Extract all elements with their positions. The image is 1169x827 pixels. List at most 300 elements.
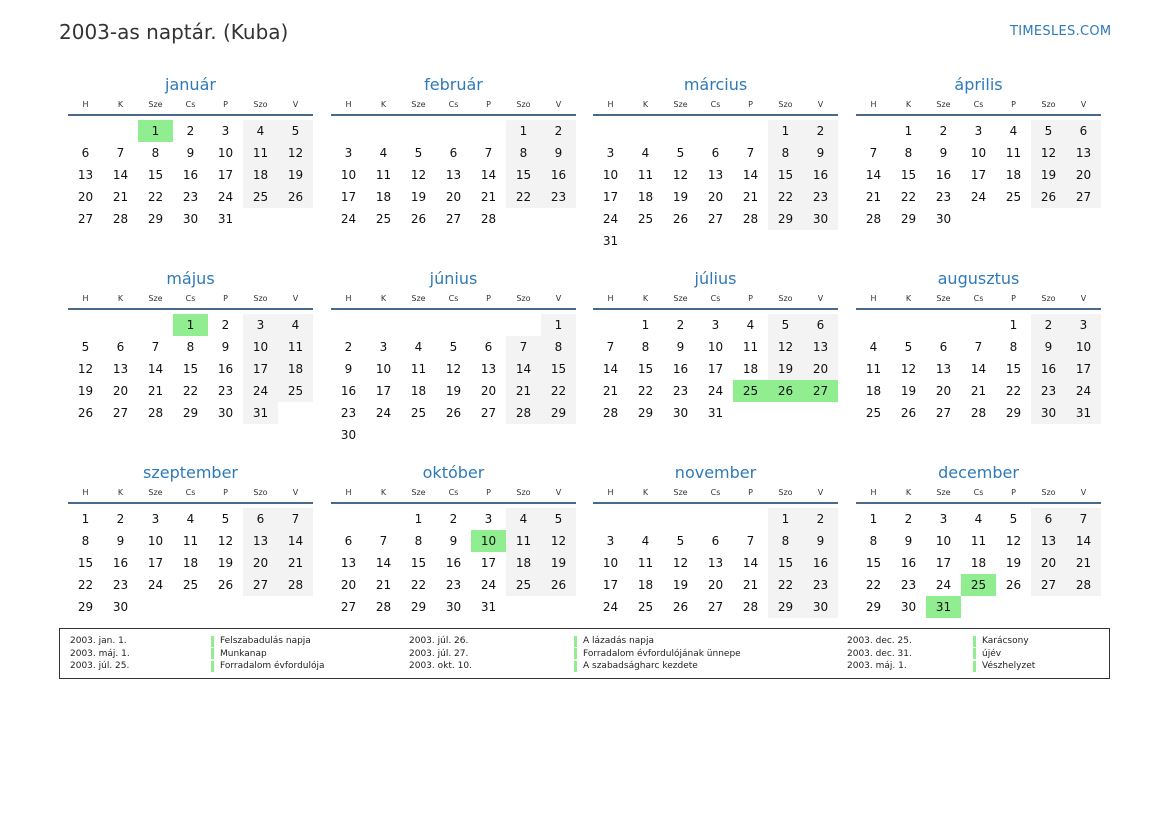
day-cell[interactable]: 6 <box>1066 120 1101 142</box>
day-cell[interactable]: 13 <box>480 362 497 376</box>
day-cell[interactable]: 25 <box>637 212 654 226</box>
day-cell[interactable]: 5 <box>904 340 913 354</box>
day-cell[interactable]: 5 <box>541 508 576 530</box>
day-cell[interactable]: 15 <box>182 362 199 376</box>
day-cell[interactable]: 27 <box>935 406 952 420</box>
day-cell[interactable]: 20 <box>707 190 724 204</box>
day-cell[interactable]: 3 <box>484 512 493 526</box>
day-cell[interactable]: 27 <box>1031 574 1066 596</box>
day-cell[interactable]: 1 <box>1009 318 1018 332</box>
day-cell[interactable]: 24 <box>147 578 164 592</box>
day-cell[interactable]: 12 <box>77 362 94 376</box>
day-cell[interactable]: 14 <box>970 362 987 376</box>
day-cell[interactable]: 6 <box>711 146 720 160</box>
day-cell[interactable]: 2 <box>449 512 458 526</box>
day-cell[interactable]: 28 <box>278 574 313 596</box>
day-cell[interactable]: 21 <box>375 578 392 592</box>
day-cell[interactable]: 22 <box>865 578 882 592</box>
day-cell[interactable]: 7 <box>506 336 541 358</box>
day-cell[interactable]: 3 <box>974 124 983 138</box>
day-cell[interactable]: 4 <box>641 146 650 160</box>
day-cell[interactable]: 16 <box>182 168 199 182</box>
day-cell[interactable]: 9 <box>116 534 125 548</box>
day-cell[interactable]: 13 <box>112 362 129 376</box>
day-cell[interactable]: 29 <box>1005 406 1022 420</box>
day-cell[interactable]: 21 <box>742 578 759 592</box>
day-cell[interactable]: 7 <box>151 340 160 354</box>
day-cell[interactable]: 7 <box>116 146 125 160</box>
day-cell[interactable]: 19 <box>900 384 917 398</box>
day-cell[interactable]: 3 <box>221 124 230 138</box>
day-cell[interactable]: 12 <box>410 168 427 182</box>
day-cell[interactable]: 22 <box>768 574 803 596</box>
day-cell[interactable]: 14 <box>742 168 759 182</box>
day-cell[interactable]: 27 <box>445 212 462 226</box>
day-cell[interactable]: 14 <box>865 168 882 182</box>
day-cell[interactable]: 21 <box>278 552 313 574</box>
day-cell[interactable]: 29 <box>900 212 917 226</box>
day-cell[interactable]: 2 <box>116 512 125 526</box>
day-cell[interactable]: 3 <box>151 512 160 526</box>
day-cell[interactable]: 2 <box>541 120 576 142</box>
day-cell[interactable]: 14 <box>1066 530 1101 552</box>
day-cell[interactable]: 14 <box>480 168 497 182</box>
day-cell[interactable]: 22 <box>768 186 803 208</box>
day-cell[interactable]: 24 <box>707 384 724 398</box>
holiday-day-cell[interactable]: 27 <box>803 380 838 402</box>
holiday-day-cell[interactable]: 25 <box>733 380 768 402</box>
day-cell[interactable]: 1 <box>904 124 913 138</box>
day-cell[interactable]: 16 <box>935 168 952 182</box>
day-cell[interactable]: 11 <box>865 362 882 376</box>
day-cell[interactable]: 11 <box>182 534 199 548</box>
day-cell[interactable]: 11 <box>506 530 541 552</box>
day-cell[interactable]: 22 <box>410 578 427 592</box>
day-cell[interactable]: 7 <box>869 146 878 160</box>
day-cell[interactable]: 18 <box>637 578 654 592</box>
day-cell[interactable]: 19 <box>410 190 427 204</box>
day-cell[interactable]: 25 <box>182 578 199 592</box>
day-cell[interactable]: 6 <box>116 340 125 354</box>
day-cell[interactable]: 19 <box>1005 556 1022 570</box>
day-cell[interactable]: 28 <box>506 402 541 424</box>
day-cell[interactable]: 12 <box>445 362 462 376</box>
day-cell[interactable]: 15 <box>768 552 803 574</box>
day-cell[interactable]: 23 <box>112 578 129 592</box>
day-cell[interactable]: 19 <box>445 384 462 398</box>
day-cell[interactable]: 26 <box>672 212 689 226</box>
day-cell[interactable]: 9 <box>803 530 838 552</box>
day-cell[interactable]: 13 <box>243 530 278 552</box>
day-cell[interactable]: 7 <box>484 146 493 160</box>
day-cell[interactable]: 17 <box>217 168 234 182</box>
day-cell[interactable]: 17 <box>375 384 392 398</box>
day-cell[interactable]: 25 <box>410 406 427 420</box>
day-cell[interactable]: 15 <box>410 556 427 570</box>
day-cell[interactable]: 18 <box>375 190 392 204</box>
day-cell[interactable]: 21 <box>480 190 497 204</box>
day-cell[interactable]: 16 <box>672 362 689 376</box>
day-cell[interactable]: 29 <box>768 596 803 618</box>
day-cell[interactable]: 3 <box>606 534 615 548</box>
day-cell[interactable]: 25 <box>637 600 654 614</box>
day-cell[interactable]: 27 <box>707 600 724 614</box>
day-cell[interactable]: 13 <box>707 556 724 570</box>
day-cell[interactable]: 11 <box>742 340 759 354</box>
day-cell[interactable]: 1 <box>869 512 878 526</box>
day-cell[interactable]: 17 <box>147 556 164 570</box>
day-cell[interactable]: 15 <box>77 556 94 570</box>
day-cell[interactable]: 15 <box>147 168 164 182</box>
day-cell[interactable]: 30 <box>803 208 838 230</box>
day-cell[interactable]: 14 <box>112 168 129 182</box>
day-cell[interactable]: 6 <box>81 146 90 160</box>
day-cell[interactable]: 17 <box>707 362 724 376</box>
day-cell[interactable]: 10 <box>243 336 278 358</box>
day-cell[interactable]: 25 <box>243 186 278 208</box>
day-cell[interactable]: 28 <box>742 600 759 614</box>
day-cell[interactable]: 6 <box>803 314 838 336</box>
day-cell[interactable]: 26 <box>278 186 313 208</box>
day-cell[interactable]: 12 <box>1031 142 1066 164</box>
day-cell[interactable]: 23 <box>900 578 917 592</box>
day-cell[interactable]: 15 <box>541 358 576 380</box>
day-cell[interactable]: 18 <box>637 190 654 204</box>
day-cell[interactable]: 30 <box>445 600 462 614</box>
day-cell[interactable]: 16 <box>1031 358 1066 380</box>
day-cell[interactable]: 15 <box>865 556 882 570</box>
day-cell[interactable]: 5 <box>676 534 685 548</box>
day-cell[interactable]: 18 <box>182 556 199 570</box>
day-cell[interactable]: 9 <box>803 142 838 164</box>
day-cell[interactable]: 6 <box>344 534 353 548</box>
day-cell[interactable]: 29 <box>865 600 882 614</box>
day-cell[interactable]: 12 <box>672 556 689 570</box>
day-cell[interactable]: 19 <box>672 190 689 204</box>
day-cell[interactable]: 6 <box>484 340 493 354</box>
day-cell[interactable]: 19 <box>1031 164 1066 186</box>
day-cell[interactable]: 7 <box>1066 508 1101 530</box>
day-cell[interactable]: 19 <box>77 384 94 398</box>
day-cell[interactable]: 18 <box>742 362 759 376</box>
day-cell[interactable]: 20 <box>112 384 129 398</box>
day-cell[interactable]: 29 <box>541 402 576 424</box>
day-cell[interactable]: 7 <box>746 534 755 548</box>
day-cell[interactable]: 19 <box>217 556 234 570</box>
day-cell[interactable]: 4 <box>379 146 388 160</box>
day-cell[interactable]: 20 <box>1031 552 1066 574</box>
day-cell[interactable]: 20 <box>480 384 497 398</box>
day-cell[interactable]: 8 <box>186 340 195 354</box>
day-cell[interactable]: 11 <box>970 534 987 548</box>
day-cell[interactable]: 14 <box>506 358 541 380</box>
day-cell[interactable]: 17 <box>480 556 497 570</box>
day-cell[interactable]: 21 <box>112 190 129 204</box>
day-cell[interactable]: 14 <box>375 556 392 570</box>
day-cell[interactable]: 10 <box>217 146 234 160</box>
day-cell[interactable]: 20 <box>340 578 357 592</box>
day-cell[interactable]: 4 <box>1009 124 1018 138</box>
day-cell[interactable]: 20 <box>1066 164 1101 186</box>
day-cell[interactable]: 17 <box>243 358 278 380</box>
day-cell[interactable]: 13 <box>77 168 94 182</box>
day-cell[interactable]: 18 <box>970 556 987 570</box>
day-cell[interactable]: 4 <box>506 508 541 530</box>
day-cell[interactable]: 8 <box>506 142 541 164</box>
day-cell[interactable]: 2 <box>803 508 838 530</box>
day-cell[interactable]: 23 <box>182 190 199 204</box>
day-cell[interactable]: 26 <box>77 406 94 420</box>
day-cell[interactable]: 5 <box>1031 120 1066 142</box>
day-cell[interactable]: 4 <box>243 120 278 142</box>
day-cell[interactable]: 4 <box>746 318 755 332</box>
day-cell[interactable]: 26 <box>445 406 462 420</box>
day-cell[interactable]: 8 <box>904 146 913 160</box>
day-cell[interactable]: 4 <box>641 534 650 548</box>
day-cell[interactable]: 15 <box>1005 362 1022 376</box>
day-cell[interactable]: 24 <box>217 190 234 204</box>
day-cell[interactable]: 31 <box>602 234 619 248</box>
holiday-day-cell[interactable]: 25 <box>961 574 996 596</box>
day-cell[interactable]: 30 <box>340 428 357 442</box>
day-cell[interactable]: 25 <box>1005 190 1022 204</box>
day-cell[interactable]: 20 <box>77 190 94 204</box>
day-cell[interactable]: 10 <box>970 146 987 160</box>
day-cell[interactable]: 26 <box>900 406 917 420</box>
day-cell[interactable]: 2 <box>676 318 685 332</box>
day-cell[interactable]: 12 <box>1005 534 1022 548</box>
day-cell[interactable]: 19 <box>278 164 313 186</box>
day-cell[interactable]: 5 <box>676 146 685 160</box>
day-cell[interactable]: 17 <box>602 578 619 592</box>
day-cell[interactable]: 9 <box>676 340 685 354</box>
day-cell[interactable]: 20 <box>445 190 462 204</box>
day-cell[interactable]: 25 <box>506 574 541 596</box>
day-cell[interactable]: 21 <box>865 190 882 204</box>
day-cell[interactable]: 11 <box>637 168 654 182</box>
day-cell[interactable]: 31 <box>1066 402 1101 424</box>
day-cell[interactable]: 24 <box>243 380 278 402</box>
day-cell[interactable]: 18 <box>278 358 313 380</box>
day-cell[interactable]: 9 <box>1031 336 1066 358</box>
day-cell[interactable]: 13 <box>1066 142 1101 164</box>
day-cell[interactable]: 17 <box>935 556 952 570</box>
day-cell[interactable]: 27 <box>1066 186 1101 208</box>
day-cell[interactable]: 30 <box>672 406 689 420</box>
day-cell[interactable]: 15 <box>768 164 803 186</box>
day-cell[interactable]: 8 <box>641 340 650 354</box>
day-cell[interactable]: 22 <box>506 186 541 208</box>
day-cell[interactable]: 13 <box>803 336 838 358</box>
day-cell[interactable]: 12 <box>278 142 313 164</box>
day-cell[interactable]: 8 <box>541 336 576 358</box>
day-cell[interactable]: 17 <box>340 190 357 204</box>
day-cell[interactable]: 29 <box>77 600 94 614</box>
day-cell[interactable]: 23 <box>445 578 462 592</box>
day-cell[interactable]: 30 <box>182 212 199 226</box>
day-cell[interactable]: 8 <box>768 530 803 552</box>
day-cell[interactable]: 10 <box>340 168 357 182</box>
day-cell[interactable]: 5 <box>768 314 803 336</box>
day-cell[interactable]: 24 <box>970 190 987 204</box>
day-cell[interactable]: 22 <box>1005 384 1022 398</box>
day-cell[interactable]: 3 <box>606 146 615 160</box>
day-cell[interactable]: 30 <box>217 406 234 420</box>
day-cell[interactable]: 13 <box>445 168 462 182</box>
day-cell[interactable]: 1 <box>641 318 650 332</box>
day-cell[interactable]: 31 <box>217 212 234 226</box>
day-cell[interactable]: 24 <box>602 600 619 614</box>
day-cell[interactable]: 17 <box>970 168 987 182</box>
day-cell[interactable]: 28 <box>865 212 882 226</box>
day-cell[interactable]: 12 <box>900 362 917 376</box>
day-cell[interactable]: 12 <box>217 534 234 548</box>
day-cell[interactable]: 6 <box>939 340 948 354</box>
day-cell[interactable]: 14 <box>742 556 759 570</box>
day-cell[interactable]: 2 <box>221 318 230 332</box>
day-cell[interactable]: 12 <box>672 168 689 182</box>
day-cell[interactable]: 5 <box>81 340 90 354</box>
day-cell[interactable]: 13 <box>1031 530 1066 552</box>
day-cell[interactable]: 6 <box>243 508 278 530</box>
day-cell[interactable]: 12 <box>768 336 803 358</box>
day-cell[interactable]: 2 <box>904 512 913 526</box>
day-cell[interactable]: 19 <box>672 578 689 592</box>
day-cell[interactable]: 8 <box>414 534 423 548</box>
day-cell[interactable]: 27 <box>480 406 497 420</box>
day-cell[interactable]: 9 <box>939 146 948 160</box>
day-cell[interactable]: 2 <box>1031 314 1066 336</box>
day-cell[interactable]: 28 <box>970 406 987 420</box>
day-cell[interactable]: 16 <box>803 552 838 574</box>
day-cell[interactable]: 15 <box>506 164 541 186</box>
day-cell[interactable]: 8 <box>869 534 878 548</box>
day-cell[interactable]: 3 <box>1066 314 1101 336</box>
day-cell[interactable]: 18 <box>1005 168 1022 182</box>
day-cell[interactable]: 10 <box>935 534 952 548</box>
day-cell[interactable]: 6 <box>1031 508 1066 530</box>
day-cell[interactable]: 3 <box>344 146 353 160</box>
day-cell[interactable]: 18 <box>865 384 882 398</box>
day-cell[interactable]: 10 <box>147 534 164 548</box>
day-cell[interactable]: 21 <box>742 190 759 204</box>
day-cell[interactable]: 11 <box>243 142 278 164</box>
day-cell[interactable]: 14 <box>147 362 164 376</box>
day-cell[interactable]: 2 <box>186 124 195 138</box>
day-cell[interactable]: 28 <box>602 406 619 420</box>
day-cell[interactable]: 27 <box>77 212 94 226</box>
day-cell[interactable]: 20 <box>243 552 278 574</box>
day-cell[interactable]: 12 <box>541 530 576 552</box>
day-cell[interactable]: 11 <box>410 362 427 376</box>
day-cell[interactable]: 25 <box>375 212 392 226</box>
day-cell[interactable]: 19 <box>541 552 576 574</box>
day-cell[interactable]: 8 <box>768 142 803 164</box>
day-cell[interactable]: 4 <box>414 340 423 354</box>
day-cell[interactable]: 23 <box>217 384 234 398</box>
day-cell[interactable]: 24 <box>935 578 952 592</box>
holiday-day-cell[interactable]: 10 <box>471 530 506 552</box>
day-cell[interactable]: 16 <box>112 556 129 570</box>
day-cell[interactable]: 29 <box>182 406 199 420</box>
day-cell[interactable]: 14 <box>278 530 313 552</box>
day-cell[interactable]: 17 <box>602 190 619 204</box>
day-cell[interactable]: 16 <box>445 556 462 570</box>
day-cell[interactable]: 4 <box>974 512 983 526</box>
day-cell[interactable]: 30 <box>900 600 917 614</box>
day-cell[interactable]: 26 <box>1031 186 1066 208</box>
day-cell[interactable]: 18 <box>243 164 278 186</box>
day-cell[interactable]: 13 <box>935 362 952 376</box>
day-cell[interactable]: 7 <box>379 534 388 548</box>
day-cell[interactable]: 14 <box>602 362 619 376</box>
day-cell[interactable]: 1 <box>541 314 576 336</box>
day-cell[interactable]: 2 <box>344 340 353 354</box>
day-cell[interactable]: 1 <box>506 120 541 142</box>
day-cell[interactable]: 7 <box>606 340 615 354</box>
day-cell[interactable]: 1 <box>768 120 803 142</box>
day-cell[interactable]: 18 <box>410 384 427 398</box>
day-cell[interactable]: 19 <box>768 358 803 380</box>
day-cell[interactable]: 4 <box>869 340 878 354</box>
day-cell[interactable]: 23 <box>803 574 838 596</box>
day-cell[interactable]: 2 <box>803 120 838 142</box>
day-cell[interactable]: 5 <box>278 120 313 142</box>
day-cell[interactable]: 13 <box>707 168 724 182</box>
day-cell[interactable]: 16 <box>217 362 234 376</box>
day-cell[interactable]: 10 <box>1066 336 1101 358</box>
day-cell[interactable]: 22 <box>77 578 94 592</box>
day-cell[interactable]: 22 <box>637 384 654 398</box>
day-cell[interactable]: 22 <box>541 380 576 402</box>
day-cell[interactable]: 7 <box>974 340 983 354</box>
day-cell[interactable]: 16 <box>340 384 357 398</box>
day-cell[interactable]: 30 <box>112 600 129 614</box>
day-cell[interactable]: 31 <box>707 406 724 420</box>
day-cell[interactable]: 3 <box>711 318 720 332</box>
day-cell[interactable]: 27 <box>707 212 724 226</box>
day-cell[interactable]: 23 <box>803 186 838 208</box>
day-cell[interactable]: 7 <box>278 508 313 530</box>
day-cell[interactable]: 1 <box>81 512 90 526</box>
day-cell[interactable]: 16 <box>541 164 576 186</box>
holiday-day-cell[interactable]: 26 <box>768 380 803 402</box>
day-cell[interactable]: 28 <box>1066 574 1101 596</box>
day-cell[interactable]: 17 <box>1066 358 1101 380</box>
day-cell[interactable]: 10 <box>602 168 619 182</box>
day-cell[interactable]: 5 <box>221 512 230 526</box>
day-cell[interactable]: 24 <box>1066 380 1101 402</box>
day-cell[interactable]: 11 <box>1005 146 1022 160</box>
day-cell[interactable]: 11 <box>637 556 654 570</box>
day-cell[interactable]: 28 <box>375 600 392 614</box>
day-cell[interactable]: 2 <box>939 124 948 138</box>
day-cell[interactable]: 24 <box>480 578 497 592</box>
day-cell[interactable]: 29 <box>768 208 803 230</box>
day-cell[interactable]: 9 <box>344 362 353 376</box>
day-cell[interactable]: 23 <box>672 384 689 398</box>
day-cell[interactable]: 26 <box>541 574 576 596</box>
day-cell[interactable]: 11 <box>278 336 313 358</box>
day-cell[interactable]: 6 <box>711 534 720 548</box>
day-cell[interactable]: 31 <box>480 600 497 614</box>
day-cell[interactable]: 15 <box>900 168 917 182</box>
day-cell[interactable]: 30 <box>1031 402 1066 424</box>
day-cell[interactable]: 8 <box>81 534 90 548</box>
day-cell[interactable]: 25 <box>865 406 882 420</box>
day-cell[interactable]: 23 <box>541 186 576 208</box>
day-cell[interactable]: 29 <box>410 600 427 614</box>
